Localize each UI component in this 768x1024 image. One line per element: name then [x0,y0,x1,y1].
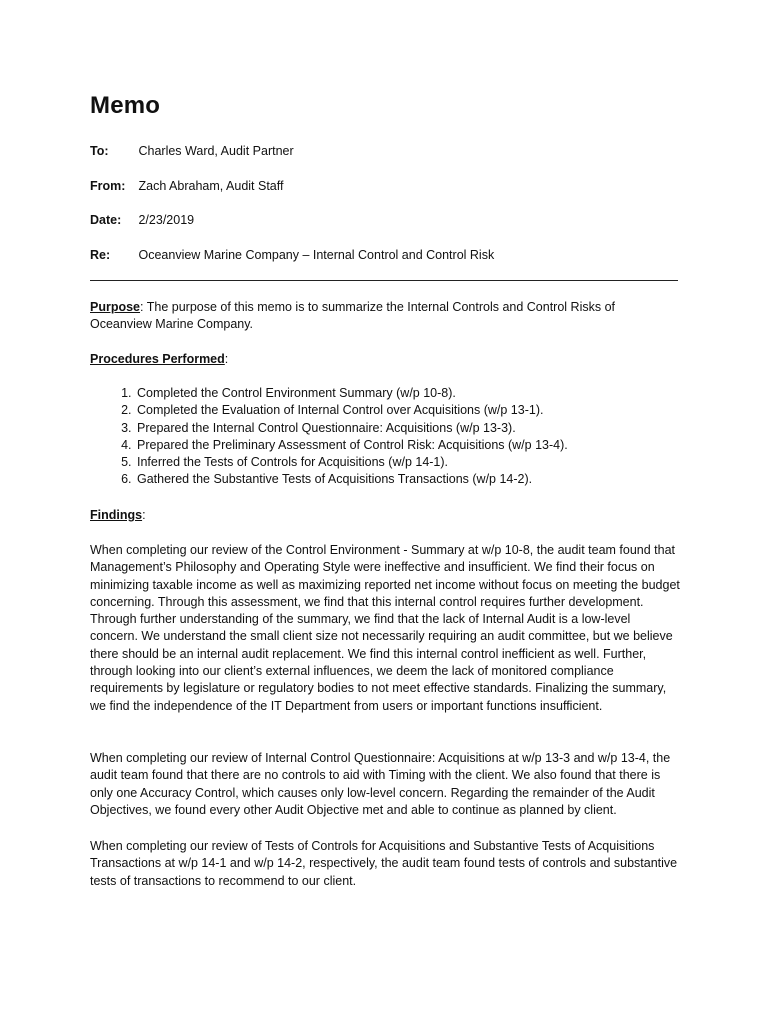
re-value: Oceanview Marine Company – Internal Control and Control Risk [138,248,495,262]
to-label: To: [90,144,109,158]
procedures-list [90,385,680,489]
header-divider [90,280,678,281]
from-row [90,178,283,194]
findings-paragraph-1: When completing our review of the Control Environment - Summary at w/p 10-8, the audit team found that Management’s Philosophy and Operating Style were ineffective and insufficient. We find their focus on minimizing taxable income as well as maximizing reported net income without focus on meeting the budget concerning. Through this assessment, we find that this internal control requires further development. Through further understanding of the summary, we find that the lack of Internal Audit is a low-level concern. We understand the small client size not necessarily requiring an audit committee, but we believe there should be an internal audit replacement. We find this internal control inefficient as well. Further, through looking into our client’s external influences, we deem the lack of monitored compliance requirements by legislature or regulatory bodies to not meet effective standards. Finalizing the summary, we find the independence of the IT Department from users or important functions insufficient. [90,543,680,713]
from-value: Zach Abraham, Audit Staff [138,179,284,193]
re-row [90,247,494,263]
procedure-item: 1. Completed the Control Environment Summary (w/p 10-8). [135,385,680,402]
procedures-suffix: : [224,352,229,366]
findings-heading [90,507,680,524]
to-row [90,143,294,159]
date-value: 2/23/2019 [138,213,195,227]
to-value: Charles Ward, Audit Partner [138,144,294,158]
re-label: Re: [90,248,111,262]
procedures-label: Procedures Performed [90,352,225,366]
procedure-item: 5. Inferred the Tests of Controls for Acquisitions (w/p 14-1). [135,454,680,471]
procedure-item: 4. Prepared the Preliminary Assessment of Control Risk: Acquisitions (w/p 13-4). [135,437,680,454]
purpose-paragraph [90,299,680,334]
date-row [90,212,194,228]
findings-paragraph-2: When completing our review of Internal Control Questionnaire: Acquisitions at w/p 13-3 and w/p 13-4, the audit team found that there are no controls to aid with Timing with the client. We also found that there is only one Accuracy Control, which causes only low-level concern. Regarding the remainder of the Audit Objectives, we found every other Audit Objective met and able to continue as planned by client. [90,751,671,817]
purpose-text: : The purpose of this memo is to summarize the Internal Controls and Control Risks of Oceanview Marine Company. [90,300,615,332]
date-label: Date: [90,213,122,227]
from-label: From: [90,179,126,193]
procedure-item: 2. Completed the Evaluation of Internal Control over Acquisitions (w/p 13-1). [135,402,680,419]
findings-suffix: : [142,508,146,522]
memo-title: Memo [90,92,161,119]
findings-label: Findings [90,508,143,522]
purpose-label: Purpose [90,300,141,314]
procedure-item: 3. Prepared the Internal Control Questionnaire: Acquisitions (w/p 13-3). [135,420,680,437]
procedure-item: 6. Gathered the Substantive Tests of Acquisitions Transactions (w/p 14-2). [135,471,680,488]
findings-paragraph-3: When completing our review of Tests of Controls for Acquisitions and Substantive Tests of Acquisitions Transactions at w/p 14-1 and w/p 14-2, respectively, the audit team found tests of controls and substantive tests of transactions to recommend to our client. [90,839,678,888]
procedures-heading [90,351,680,368]
